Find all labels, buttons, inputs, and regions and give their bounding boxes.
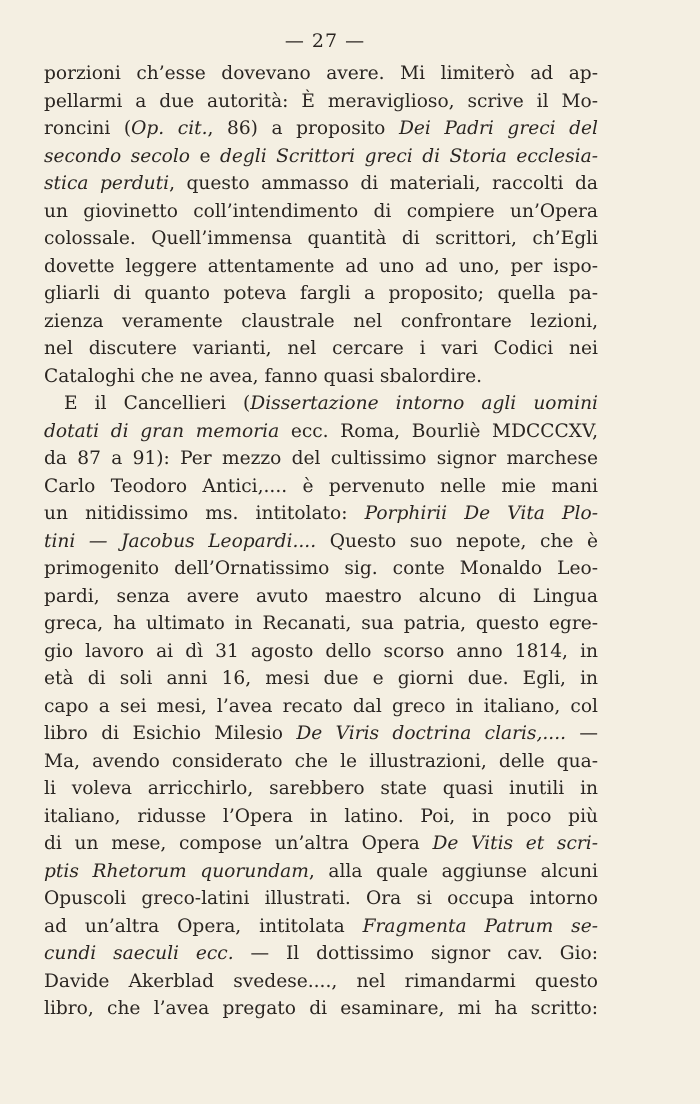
text-line <box>44 170 598 198</box>
text-segment: età di soli anni 16, mesi due e giorni due. Egli, in <box>44 668 598 689</box>
text-line <box>44 775 598 803</box>
text-segment: , questo ammasso di materiali, raccolti da <box>169 173 598 194</box>
text-segment: Carlo Teodoro Antici,.... è pervenuto nelle mie mani <box>44 475 598 497</box>
text-segment: di un mese, compose un’altra Opera <box>44 833 433 854</box>
text-line <box>44 748 598 776</box>
text-line <box>44 858 598 886</box>
text-segment: libro, che l’avea pregato di esaminare, mi ha scritto: <box>44 998 598 1019</box>
text-line <box>44 225 598 253</box>
text-segment: — <box>566 723 598 744</box>
italic-text: dotati di gran memoria <box>44 420 280 442</box>
text-line <box>44 418 598 446</box>
text-line <box>44 363 598 391</box>
body-text <box>44 60 598 1023</box>
page-number: — 27 — <box>284 30 366 52</box>
text-line <box>44 803 598 831</box>
italic-text: ptis Rhetorum quorundam <box>44 860 309 882</box>
text-segment: dovette leggere attentamente ad uno ad uno, per ispo- <box>44 255 598 277</box>
italic-text: secondo secolo <box>44 145 190 167</box>
text-line <box>44 198 598 226</box>
text-line <box>44 390 598 418</box>
text-segment: da 87 a 91): Per mezzo del cultissimo signor marchese <box>44 448 598 469</box>
text-segment: gio lavoro ai dì 31 agosto dello scorso anno 1814, in <box>44 640 598 662</box>
text-segment: porzioni ch’esse dovevano avere. Mi limiterò ad ap- <box>44 63 598 84</box>
text-line <box>44 638 598 666</box>
text-segment: , 86) a proposito <box>207 118 399 139</box>
text-segment: pellarmi a due autorità: È meraviglioso, scrive il Mo- <box>44 90 598 112</box>
text-line <box>44 308 598 336</box>
italic-text: De Viris doctrina claris,.... <box>296 723 567 744</box>
text-segment: capo a sei mesi, l’avea recato dal greco in italiano, col <box>44 695 598 717</box>
text-line <box>44 335 598 363</box>
text-line <box>44 583 598 611</box>
text-segment: ecc. Roma, Bourliè MDCCCXV, <box>279 420 598 442</box>
text-line <box>44 555 598 583</box>
text-line <box>44 88 598 116</box>
italic-text: Porphirii De Vita Plo- <box>364 503 598 524</box>
text-line <box>44 610 598 638</box>
italic-text: Dei Padri greci del <box>398 118 598 139</box>
text-segment: nel discutere varianti, nel cercare i vari Codici nei <box>44 338 598 359</box>
italic-text: Fragmenta Patrum se- <box>362 915 598 937</box>
text-segment: Opuscoli greco-latini illustrati. Ora si occupa intorno <box>44 888 598 909</box>
text-segment: greca, ha ultimato in Recanati, sua patria, questo egre- <box>44 613 598 634</box>
text-line <box>44 500 598 528</box>
text-line <box>44 995 598 1023</box>
text-line <box>44 115 598 143</box>
text-line <box>44 445 598 473</box>
text-segment: roncini ( <box>44 118 132 139</box>
text-line <box>44 473 598 501</box>
text-segment: Cataloghi che ne avea, fanno quasi sbalordire. <box>44 365 483 387</box>
text-segment: colossale. Quell’immensa quantità di scrittori, ch’Egli <box>44 228 598 249</box>
text-segment: pardi, senza avere avuto maestro alcuno di Lingua <box>44 585 598 607</box>
text-line <box>44 940 598 968</box>
text-segment: — Il dottissimo signor cav. Gio: <box>233 943 598 964</box>
text-segment: Davide Akerblad svedese...., nel rimandarmi questo <box>44 970 598 992</box>
text-segment: Ma, avendo considerato che le illustrazioni, delle qua- <box>44 750 598 772</box>
text-segment: E il Cancellieri ( <box>64 393 251 414</box>
text-line <box>44 885 598 913</box>
text-line <box>44 968 598 996</box>
text-segment: un giovinetto coll’intendimento di compiere un’Opera <box>44 200 598 222</box>
text-line <box>44 720 598 748</box>
italic-text: cundi saeculi ecc. <box>44 943 234 964</box>
text-line <box>44 60 598 88</box>
italic-text: Dissertazione intorno agli uomini <box>250 393 598 414</box>
text-segment: primogenito dell’Ornatissimo sig. conte Monaldo Leo- <box>44 558 598 579</box>
text-line <box>44 253 598 281</box>
text-segment: e <box>190 145 220 167</box>
italic-text: stica perduti <box>44 173 170 194</box>
italic-text: tini — Jacobus Leopardi.... <box>44 530 317 552</box>
text-segment: italiano, ridusse l’Opera in latino. Poi, in poco più <box>44 805 598 827</box>
text-line <box>44 280 598 308</box>
text-segment: li voleva arricchirlo, sarebbero state quasi inutili in <box>44 778 598 799</box>
text-segment: libro di Esichio Milesio <box>44 723 297 744</box>
text-line <box>44 830 598 858</box>
text-segment: gliarli di quanto poteva fargli a proposito; quella pa- <box>44 283 598 304</box>
italic-text: De Vitis et scri- <box>432 833 598 854</box>
italic-text: Op. cit. <box>131 118 208 139</box>
text-segment: , alla quale aggiunse alcuni <box>308 860 598 882</box>
text-line <box>44 528 598 556</box>
text-line <box>44 693 598 721</box>
text-line <box>44 143 598 171</box>
text-segment: un nitidissimo ms. intitolato: <box>44 503 365 524</box>
text-line <box>44 913 598 941</box>
text-segment: ad un’altra Opera, intitolata <box>44 915 363 937</box>
text-line <box>44 665 598 693</box>
text-segment: zienza veramente claustrale nel confrontare lezioni, <box>44 310 598 332</box>
text-segment: Questo suo nepote, che è <box>316 530 598 552</box>
italic-text: degli Scrittori greci di Storia ecclesia- <box>219 145 598 167</box>
